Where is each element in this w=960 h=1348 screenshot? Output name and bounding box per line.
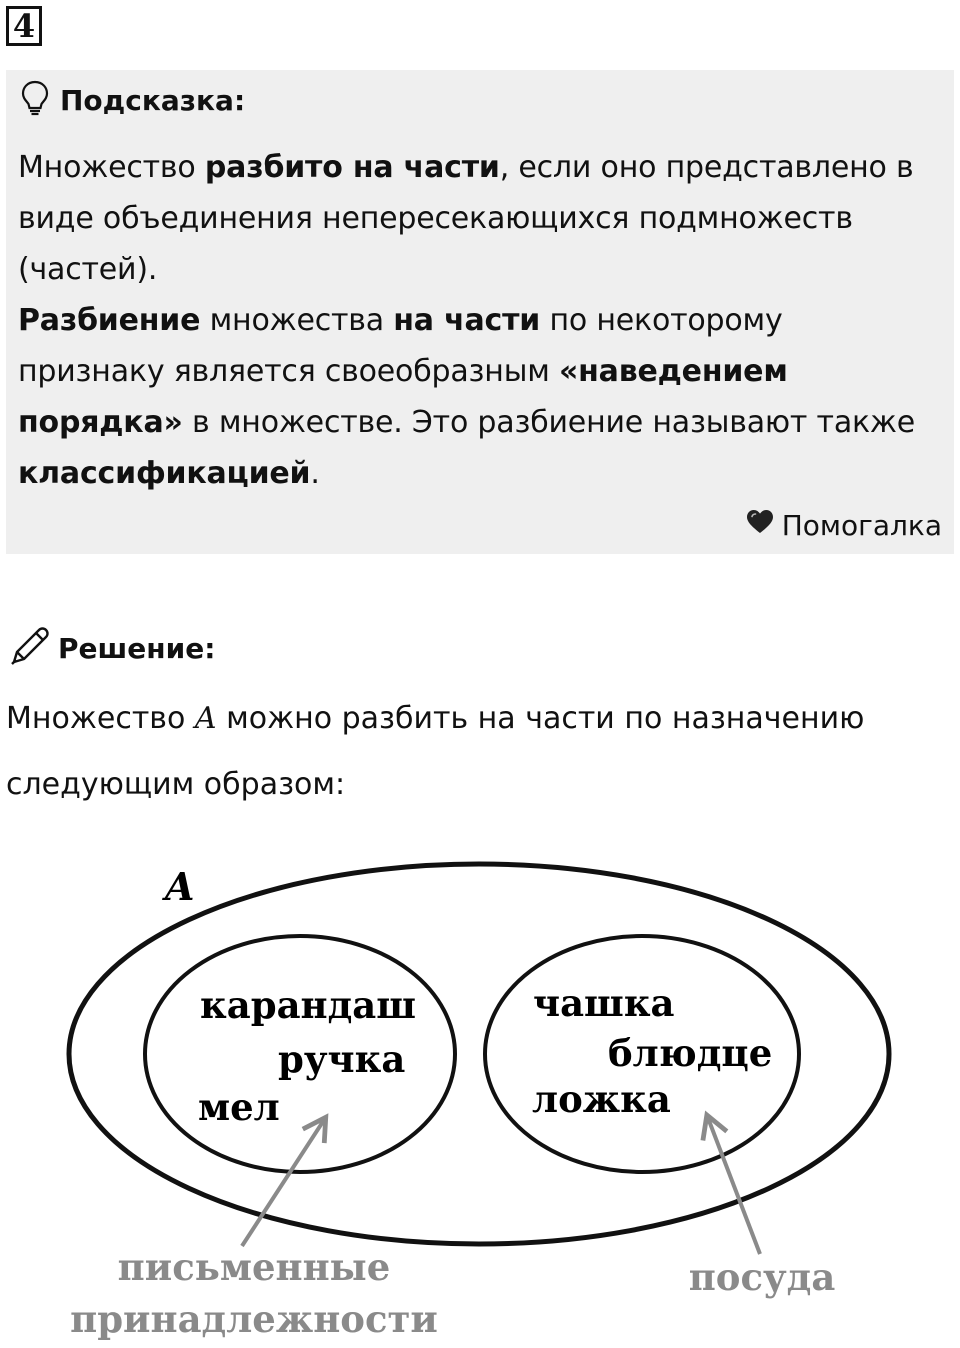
hint-text-span: , если оно представлено в виде объединения непересекающихся подмножеств (частей).	[18, 150, 914, 287]
hint-paragraph-2	[18, 295, 938, 499]
item-ruchka: ручка	[278, 1037, 406, 1081]
solution-header	[8, 624, 215, 672]
task-number: 4	[6, 6, 42, 46]
hint-footer	[746, 505, 942, 545]
hint-text-span: в множестве. Это разбиение называют также	[182, 405, 916, 440]
hint-header	[20, 80, 245, 120]
lightbulb-icon	[20, 80, 50, 120]
solution-text-span: Множество	[6, 701, 195, 736]
hint-text-span: множества	[200, 303, 394, 338]
set-a-label: A	[165, 864, 195, 909]
hint-text-span: Множество	[18, 150, 205, 185]
helper-label: Помогалка	[781, 508, 942, 542]
caption-stationery-line1: письменные	[117, 1245, 391, 1289]
item-karandash: карандаш	[200, 983, 417, 1027]
item-mel: мел	[198, 1085, 280, 1129]
venn-diagram	[0, 850, 960, 1348]
hint-title: Подсказка:	[60, 83, 246, 117]
hint-text-span: по некоторому признаку является своеобразным	[18, 303, 783, 389]
pencil-icon	[8, 624, 52, 672]
item-blyudtse: блюдце	[608, 1031, 773, 1075]
item-chashka: чашка	[533, 981, 675, 1025]
hint-text	[18, 142, 938, 499]
caption-dishes: посуда	[688, 1255, 836, 1299]
hint-bold-term: разбито на части	[204, 150, 500, 185]
caption-stationery-line2: принадлежности	[70, 1297, 438, 1341]
hint-text-span: .	[310, 456, 320, 491]
hint-box	[6, 70, 954, 554]
item-lozhka: ложка	[532, 1077, 671, 1121]
hint-paragraph-1	[18, 142, 938, 295]
solution-text	[6, 686, 936, 818]
heart-icon	[746, 509, 774, 542]
solution-text-span: можно разбить на части по назначению следующим образом:	[6, 701, 865, 802]
hint-bold-term: Разбиение	[18, 303, 201, 338]
set-variable: A	[194, 701, 217, 736]
hint-bold-term: на части	[393, 303, 541, 338]
hint-bold-term: «наведением порядка»	[18, 354, 788, 440]
solution-title: Решение:	[58, 631, 216, 665]
hint-bold-term: классификацией	[18, 456, 311, 491]
